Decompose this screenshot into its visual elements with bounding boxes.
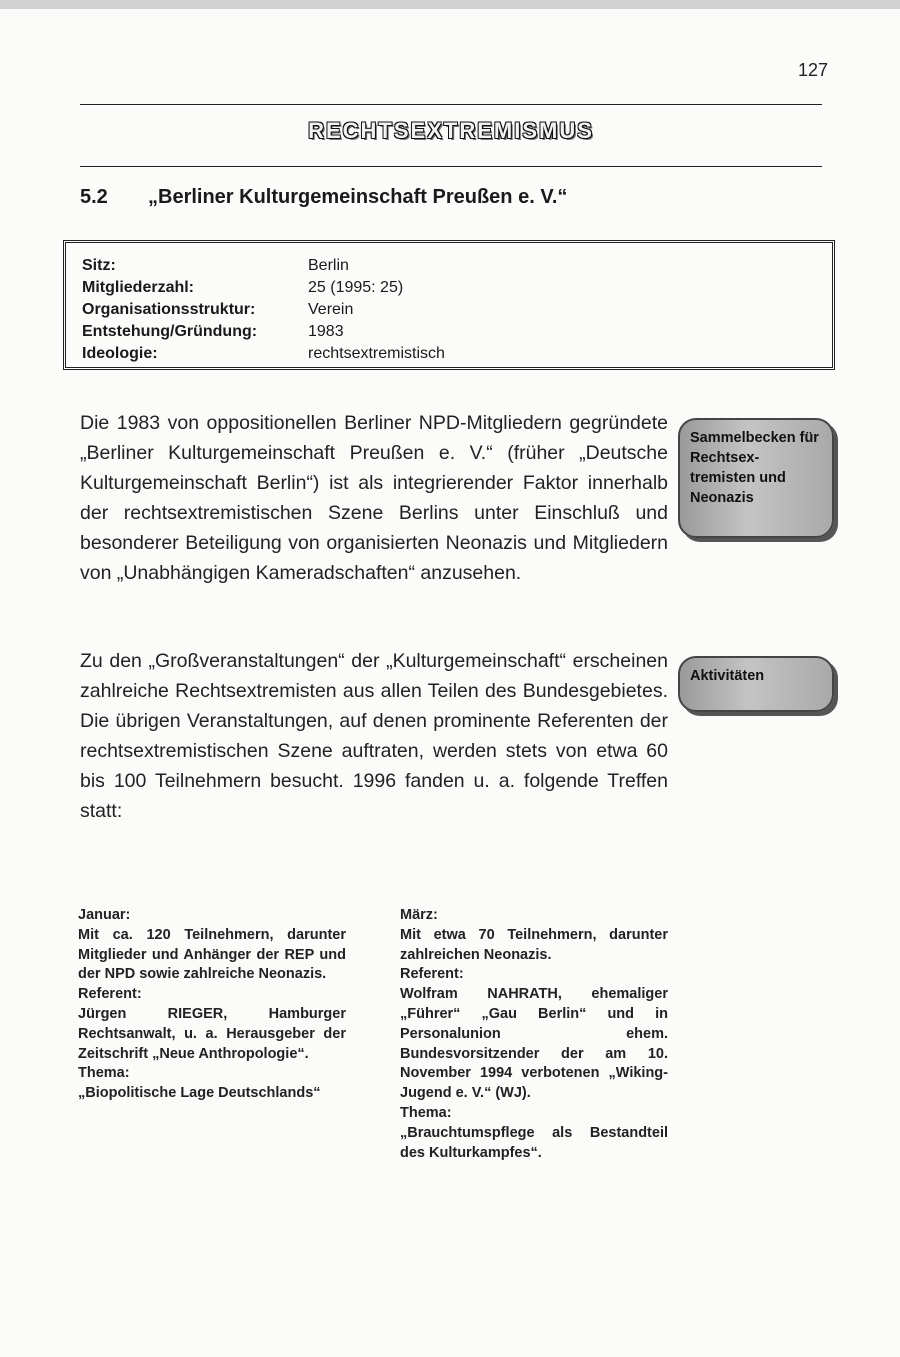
- heading-title: „Berliner Kulturgemeinschaft Preußen e. V.“: [148, 186, 568, 208]
- event-thema-label: Thema:: [400, 1104, 452, 1121]
- margin-note-sammelbecken: Sammelbecken für Rechtsex-tremisten und Neonazis: [678, 418, 834, 538]
- scan-edge: [0, 0, 900, 9]
- info-box: [63, 240, 835, 370]
- event-referent: Jürgen RIEGER, Hamburger Rechtsanwalt, u. a. Herausgeber der Zeitschrift „Neue Anthropologie“.: [78, 1005, 346, 1062]
- info-key: Mitgliederzahl:: [82, 279, 195, 296]
- event-description: Mit etwa 70 Teilnehmern, darunter zahlreichen Neonazis.: [400, 926, 668, 963]
- info-value: 25 (1995: 25): [308, 279, 404, 296]
- info-value: Berlin: [308, 257, 349, 274]
- heading-number: 5.2: [80, 186, 108, 208]
- info-key: Sitz:: [82, 257, 116, 274]
- info-key: Ideologie:: [82, 345, 158, 362]
- event-referent: Wolfram NAHRATH, ehemaliger „Führer“ „Gau Berlin“ und in Personalunion ehem. Bundesvorsitzender der am 10. November 1994 verbotenen „Wiking-Jugend e. V.“ (WJ).: [400, 986, 668, 1102]
- info-value: 1983: [308, 323, 344, 340]
- page-number: 127: [797, 60, 828, 80]
- info-key: Organisationsstruktur:: [82, 301, 256, 318]
- event-referent-label: Referent:: [78, 986, 142, 1003]
- info-value: rechtsextremistisch: [308, 345, 445, 362]
- event-thema-label: Thema:: [78, 1065, 130, 1082]
- event-januar: [78, 906, 346, 1104]
- rule-bottom: [80, 166, 822, 167]
- chapter-heading: [80, 186, 567, 209]
- margin-note-aktivitaeten: Aktivitäten: [678, 656, 834, 712]
- event-month: März:: [400, 907, 438, 923]
- event-month: Januar:: [78, 907, 131, 923]
- section-title: RECHTSEXTREMISMUS: [308, 118, 594, 143]
- rule-top: [80, 104, 822, 105]
- event-description: Mit ca. 120 Teilnehmern, darunter Mitglieder und Anhänger der REP und der NPD sowie zahlreiche Neonazis.: [78, 926, 346, 983]
- event-thema: „Brauchtumspflege als Bestandteil des Kulturkampfes“.: [400, 1124, 668, 1161]
- event-referent-label: Referent:: [400, 966, 464, 983]
- paragraph-activities: Zu den „Großveranstaltungen“ der „Kulturgemeinschaft“ erscheinen zahlreiche Rechtsextremisten aus allen Teilen des Bundesgebietes. Die übrigen Veranstaltungen, auf denen prominente Referenten der rechtsextremistischen Szene auftraten, werden stets von etwa 60 bis 100 Teilnehmern besucht. 1996 fanden u. a. folgende Treffen statt:: [80, 650, 668, 822]
- info-key: Entstehung/Gründung:: [82, 323, 258, 340]
- info-value: Verein: [308, 301, 354, 318]
- paragraph-intro: Die 1983 von oppositionellen Berliner NPD-Mitgliedern gegründete „Berliner Kulturgemeinschaft Preußen e. V.“ (früher „Deutsche Kulturgemeinschaft Berlin“) ist als integrierender Faktor innerhalb der rechtsextremistischen Szene Berlins unter Einschluß und besonderer Beteiligung von organisierten Neonazis und Mitgliedern von „Unabhängigen Kameradschaften“ anzusehen.: [80, 412, 668, 584]
- event-thema: „Biopolitische Lage Deutschlands“: [78, 1085, 321, 1102]
- event-maerz: [400, 906, 668, 1163]
